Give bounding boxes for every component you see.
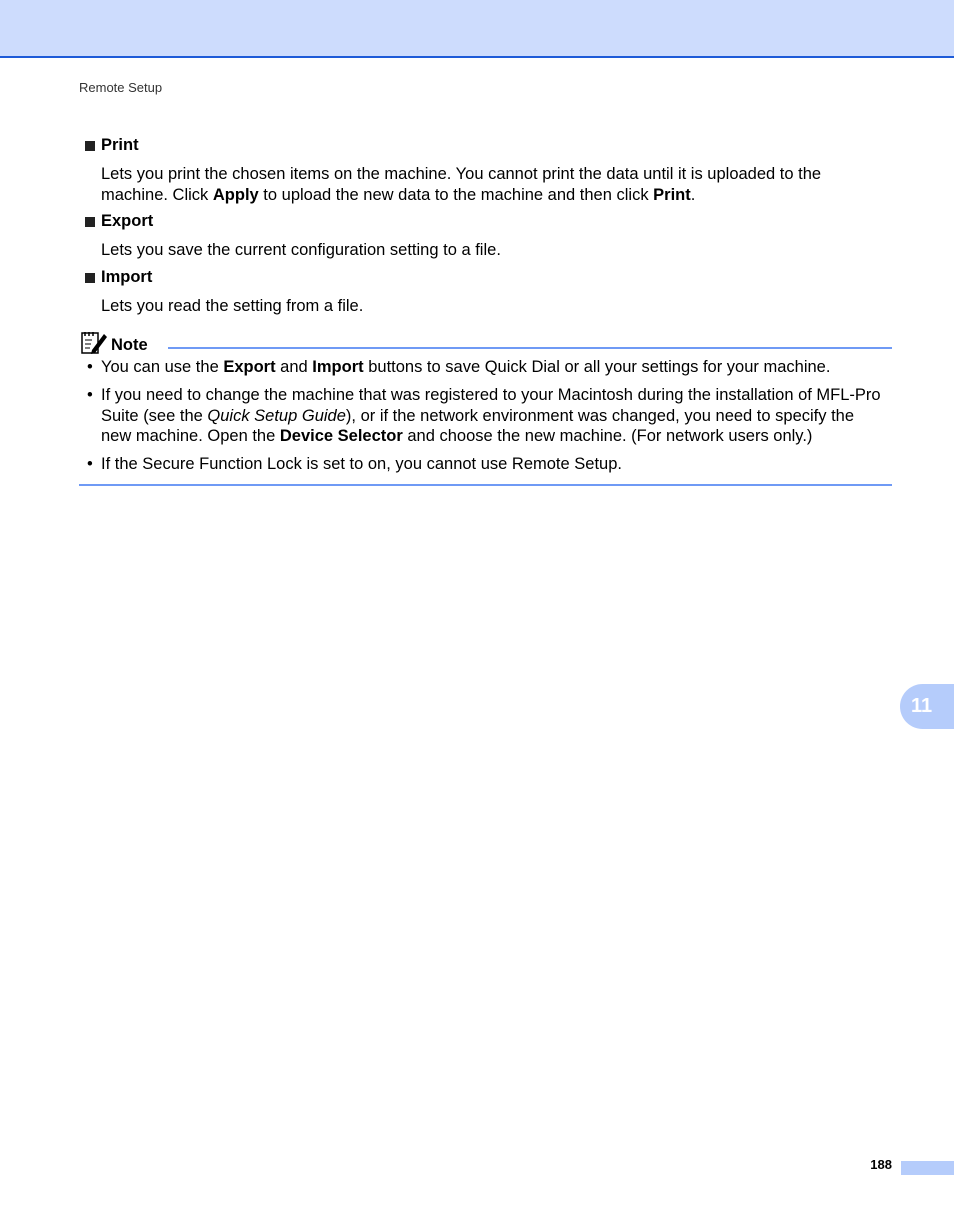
square-bullet-icon xyxy=(85,141,95,151)
text-run: Suite (see the xyxy=(101,406,208,425)
text-run: ), or if the network environment was changed, you need to specify the xyxy=(345,406,855,425)
text-run: buttons to save Quick Dial or all your settings for your machine. xyxy=(363,358,831,376)
text-run: new machine. Open the xyxy=(101,427,280,445)
note-item xyxy=(87,454,891,475)
text-run: machine. Click xyxy=(101,185,213,204)
section-title-import xyxy=(85,268,152,287)
footer-bar xyxy=(901,1161,954,1175)
text-run: Print xyxy=(653,185,691,204)
note-item xyxy=(87,357,891,378)
text-run: You can use the xyxy=(101,358,224,376)
bullet-dot: • xyxy=(87,455,93,473)
note-label: Note xyxy=(111,336,148,354)
section-title-text: Import xyxy=(101,268,153,286)
section-title-text: Print xyxy=(101,136,139,154)
note-top-rule xyxy=(168,347,892,349)
text-run: If the Secure Function Lock is set to on, you cannot use Remote Setup. xyxy=(101,455,622,473)
note-bottom-rule xyxy=(79,484,892,486)
export-description: Lets you save the current configuration setting to a file. xyxy=(101,241,501,259)
chapter-tab: 11 xyxy=(900,684,954,729)
text-run: Apply xyxy=(212,185,259,204)
text-run: Quick Setup Guide xyxy=(207,406,346,425)
text-run: Lets you print the chosen items on the machine. You cannot print the data until it is uploaded to the xyxy=(101,165,822,183)
section-title-text: Export xyxy=(101,212,154,230)
note-pencil-icon xyxy=(80,330,108,356)
section-title-print xyxy=(85,136,139,155)
bullet-dot: • xyxy=(87,358,93,376)
square-bullet-icon xyxy=(85,217,95,227)
text-run: to upload the new data to the machine and then click xyxy=(258,185,654,204)
square-bullet-icon xyxy=(85,273,95,283)
print-description xyxy=(101,164,891,205)
page-number: 188 xyxy=(870,1157,892,1172)
running-head: Remote Setup xyxy=(79,80,163,95)
section-title-export xyxy=(85,212,153,231)
text-run: Import xyxy=(312,358,364,376)
text-run: . xyxy=(690,185,696,204)
note-header xyxy=(80,330,148,356)
text-run: Device Selector xyxy=(279,427,403,445)
text-run: and xyxy=(275,358,313,376)
import-description: Lets you read the setting from a file. xyxy=(101,297,364,315)
text-run: If you need to change the machine that was registered to your Macintosh during the installation of MFL-Pro xyxy=(101,386,881,404)
header-band xyxy=(0,0,954,58)
bullet-dot: • xyxy=(87,386,93,404)
text-run: and choose the new machine. (For network users only.) xyxy=(402,427,813,445)
note-item xyxy=(87,385,891,447)
text-run: Export xyxy=(223,358,276,376)
